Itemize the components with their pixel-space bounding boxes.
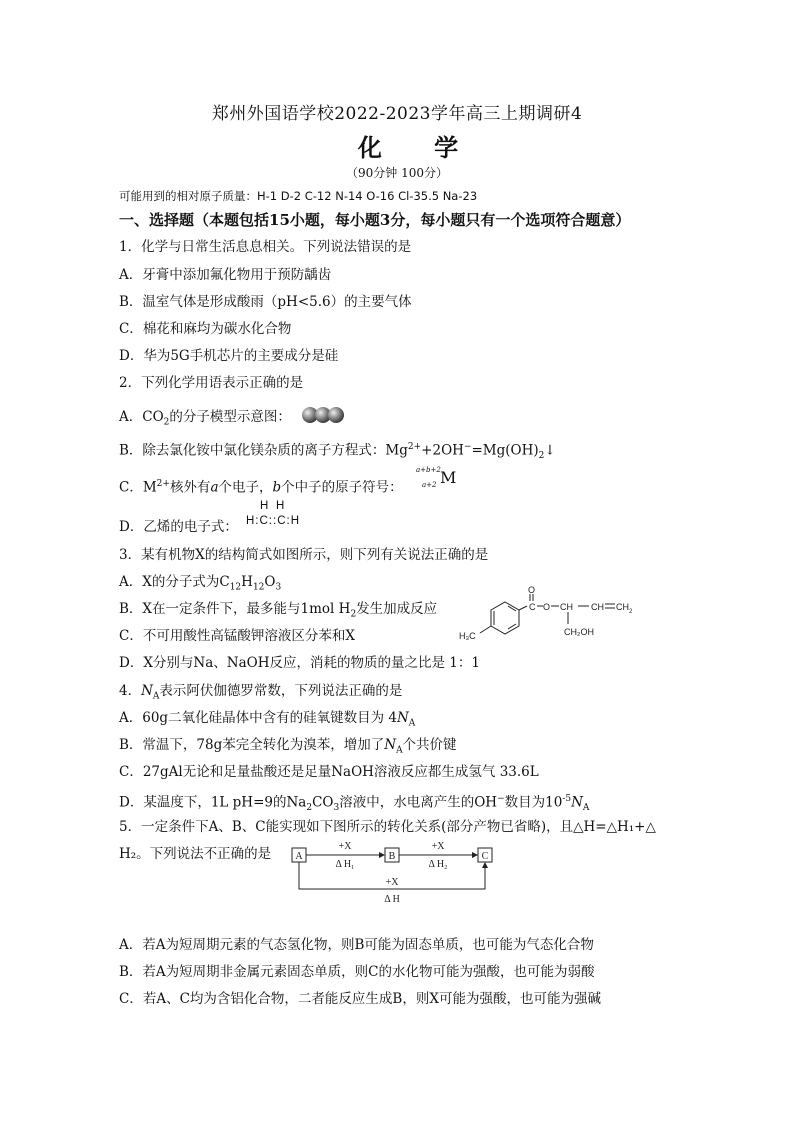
node-a: A <box>295 851 303 862</box>
q1-option-a: A．牙膏中添加氟化物用于预防龋齿 <box>119 267 332 283</box>
atomic-masses: 可能用到的相对原子质量：H-1 D-2 C-12 N-14 O-16 Cl-35.5 Na-23 <box>119 189 478 203</box>
q3-option-b: B．X在一定条件下，最多能与1mol $H_2$发生加成反应 <box>119 601 438 620</box>
q5-option-a: A．若A为短周期元素的气态氢化物，则B可能为固态单质，也可能为气态化合物 <box>119 937 594 953</box>
ester-oxygen: O <box>543 602 551 612</box>
section-title: 一、选择题（本题包括15小题，每小题3分，每小题只有一个选项符合题意） <box>119 211 631 229</box>
q4-stem: 4．$N_A$表示阿伏伽德罗常数，下列说法正确的是 <box>119 683 403 702</box>
q4-option-d: D．某温度下，1L pH=9的$Na_2CO_3$溶液中，水电离产生的OH−数目为$10^{-5}N_A$ <box>119 794 590 814</box>
arrow3-top: +X <box>385 877 399 888</box>
subject-title: 化 学 <box>357 133 481 162</box>
q1-option-d: D．华为5G手机芯片的主要成分是硅 <box>119 348 339 364</box>
ch2oh-group: CH₂OH <box>564 627 594 637</box>
q2-stem: 2．下列化学用语表示正确的是 <box>119 375 304 391</box>
q4-option-b: B．常温下，78g苯完全转化为溴苯，增加了$N_A$个共价键 <box>119 737 457 756</box>
q1-option-b: B．温室气体是形成酸雨（pH<5.6）的主要气体 <box>119 294 412 310</box>
arrow1-top: +X <box>338 841 352 852</box>
arrow3-bottom: Δ H <box>384 894 400 905</box>
ethylene-electron-formula: H H H:C::C:H <box>246 500 300 527</box>
q2-option-d: D．乙烯的电子式： <box>119 519 238 535</box>
q3-option-c: C．不可用酸性高锰酸钾溶液区分苯和X <box>119 628 355 644</box>
arrow1-bottom: Δ H₁ <box>335 859 355 870</box>
q5-option-c: C．若A、C均为含铝化合物，二者能反应生成B，则X可能为强酸，也可能为强碱 <box>119 991 601 1007</box>
q2-option-c: C．$M^{2+}$核外有a个电子，b个中子的原子符号： <box>119 479 403 496</box>
q1-stem: 1．化学与日常生活息息相关。下列说法错误的是 <box>119 239 412 255</box>
methyl-group: H₃C <box>459 631 476 641</box>
ch2-subscript: 2 <box>629 609 633 615</box>
exam-title: 郑州外国语学校2022-2023学年高三上期调研4 <box>211 104 583 124</box>
conversion-diagram <box>290 838 500 908</box>
time-score: （90分钟 100分） <box>346 166 448 180</box>
q2-option-a: A．$CO_2$的分子模型示意图： <box>119 409 291 428</box>
ch-vinyl: CH <box>591 602 604 612</box>
node-b: B <box>388 851 396 862</box>
co2-molecule-model <box>300 404 350 426</box>
structure-x-diagram <box>455 585 675 647</box>
q5-option-b: B．若A为短周期非金属元素固态单质，则C的水化物可能为强酸，也可能为弱酸 <box>119 964 595 980</box>
q2-option-b: B．除去氯化铵中氯化镁杂质的离子方程式：$Mg^{2+}+2OH^-=Mg(OH)_2↓$ <box>119 442 556 462</box>
q5-stem-cont: H₂。下列说法不正确的是 <box>119 846 272 862</box>
q4-option-c: C．27gAl无论和足量盐酸还是足量NaOH溶液反应都生成氢气 33.6L <box>119 764 539 780</box>
q3-option-a: A．X的分子式为$C_{12}H_{12}O_3$ <box>119 574 282 593</box>
arrow2-bottom: Δ H₂ <box>428 859 448 870</box>
carbonyl-oxygen: O <box>528 585 536 595</box>
node-c: C <box>481 851 489 862</box>
carbonyl-carbon: C <box>529 602 536 612</box>
q4-option-a: A．60g二氧化硅晶体中含有的硅氧键数目为 $4N_A$ <box>119 710 416 729</box>
q3-option-d: D．X分别与Na、NaOH反应，消耗的物质的量之比是 1：1 <box>119 655 480 671</box>
ch2-terminal: $CH_2$ <box>616 602 633 615</box>
q1-option-c: C．棉花和麻均为碳水化合物 <box>119 321 292 337</box>
q5-stem: 5．一定条件下A、B、C能实现如下图所示的转化关系(部分产物已省略)，且△H=△H₁+△ <box>119 819 656 835</box>
arrow2-top: +X <box>431 841 445 852</box>
atomic-symbol: a+b+2 a+2 M <box>416 466 457 489</box>
q3-stem: 3．某有机物X的结构简式如图所示，则下列有关说法正确的是 <box>119 547 489 563</box>
ch-group: CH <box>560 602 573 612</box>
